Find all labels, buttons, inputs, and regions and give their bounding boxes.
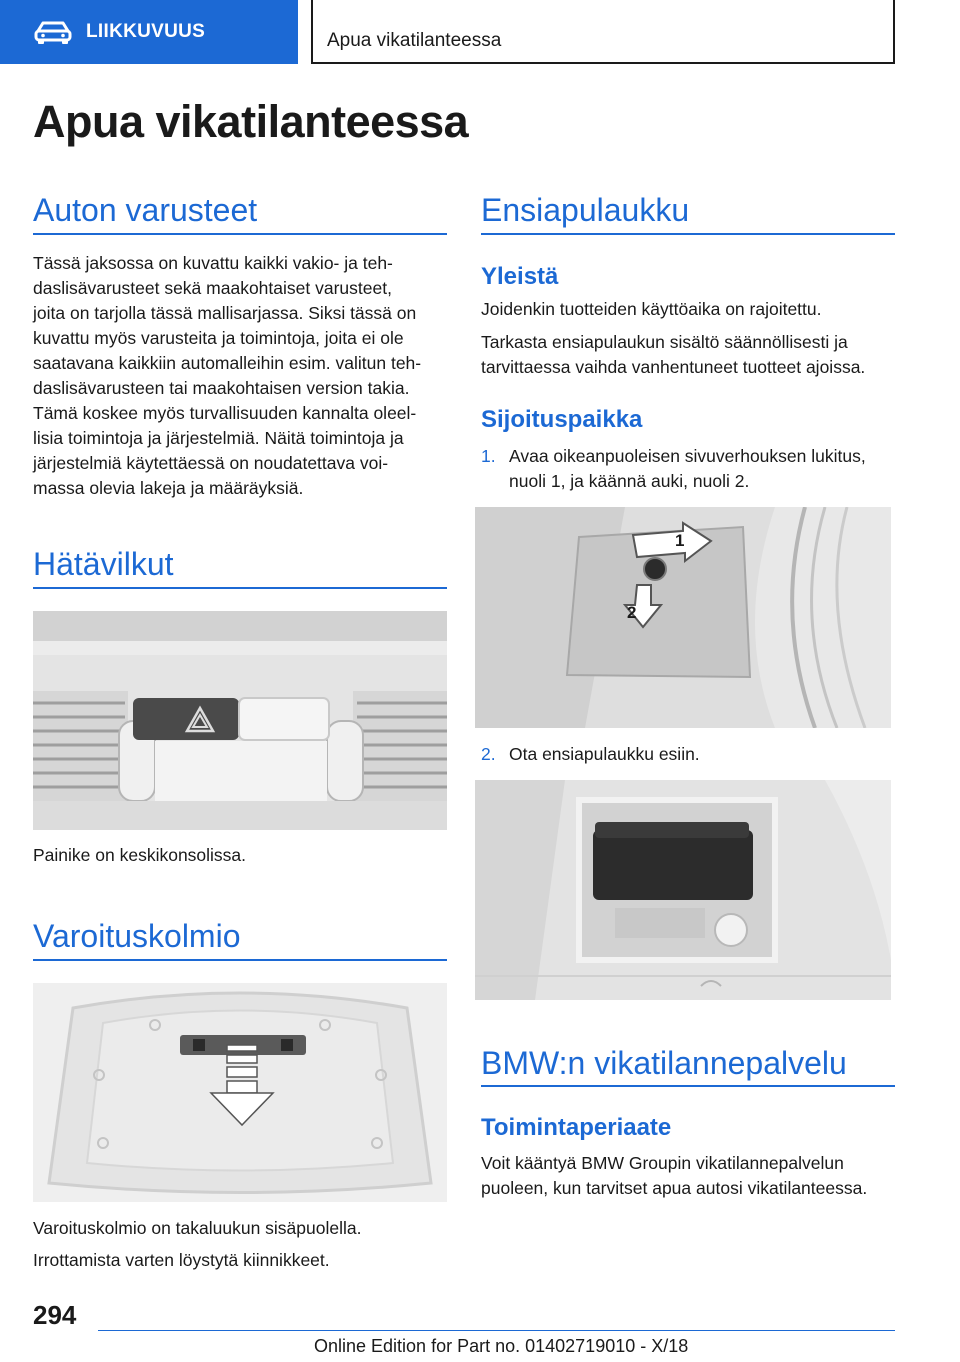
- step-1-number: 1.: [481, 446, 496, 466]
- page-number: 294: [33, 1300, 77, 1330]
- step-2-number: 2.: [481, 744, 496, 764]
- heading-rule: [33, 233, 447, 235]
- heading-auton-varusteet: Auton varusteet: [33, 192, 258, 228]
- heading-rule: [33, 959, 447, 961]
- section-tab-label: LIIKKUVUUS: [86, 21, 206, 42]
- hazard-caption: Painike on keskikonsolissa.: [33, 845, 247, 865]
- first-aid-kit-illustration: [475, 780, 891, 1000]
- heading-sijoituspaikka: Sijoituspaikka: [481, 406, 643, 433]
- side-trim-illustration: [475, 507, 891, 728]
- varoitus-text-2: Irrottamista varten löystytä kiinnikkeet.: [33, 1250, 330, 1270]
- arrow-1-label: 1: [675, 531, 685, 550]
- yleista-text-1: Joidenkin tuotteiden käyttöaika on rajoitettu.: [481, 299, 822, 319]
- heading-rule: [481, 233, 895, 235]
- warning-triangle-illustration: [33, 983, 447, 1202]
- heading-rule: [33, 587, 447, 589]
- car-icon: [34, 20, 72, 44]
- heading-hatavilkut: Hätävilkut: [33, 546, 174, 582]
- heading-toimintaperiaate: Toimintaperiaate: [481, 1114, 672, 1141]
- varoitus-text-1: Varoituskolmio on takaluukun sisäpuolella.: [33, 1218, 362, 1238]
- breadcrumb-label: Apua vikatilanteessa: [327, 30, 502, 51]
- hazard-switch-illustration: [33, 611, 447, 830]
- section-tab[interactable]: [0, 0, 298, 64]
- footer-rule: [98, 1330, 895, 1331]
- breadcrumb: [311, 0, 895, 64]
- arrow-2-label: 2: [627, 603, 637, 622]
- heading-bmw-vikatilannepalvelu: BMW:n vikatilannepalvelu: [481, 1045, 847, 1081]
- edition-footer: Online Edition for Part no. 01402719010 - X/18: [314, 1336, 689, 1356]
- heading-rule: [481, 1085, 895, 1087]
- page-title: Apua vikatilanteessa: [33, 96, 469, 147]
- heading-yleista: Yleistä: [481, 263, 559, 290]
- step-2-text: Ota ensiapulaukku esiin.: [509, 744, 700, 764]
- heading-ensiapulaukku: Ensiapulaukku: [481, 192, 690, 228]
- heading-varoituskolmio: Varoituskolmio: [33, 918, 241, 954]
